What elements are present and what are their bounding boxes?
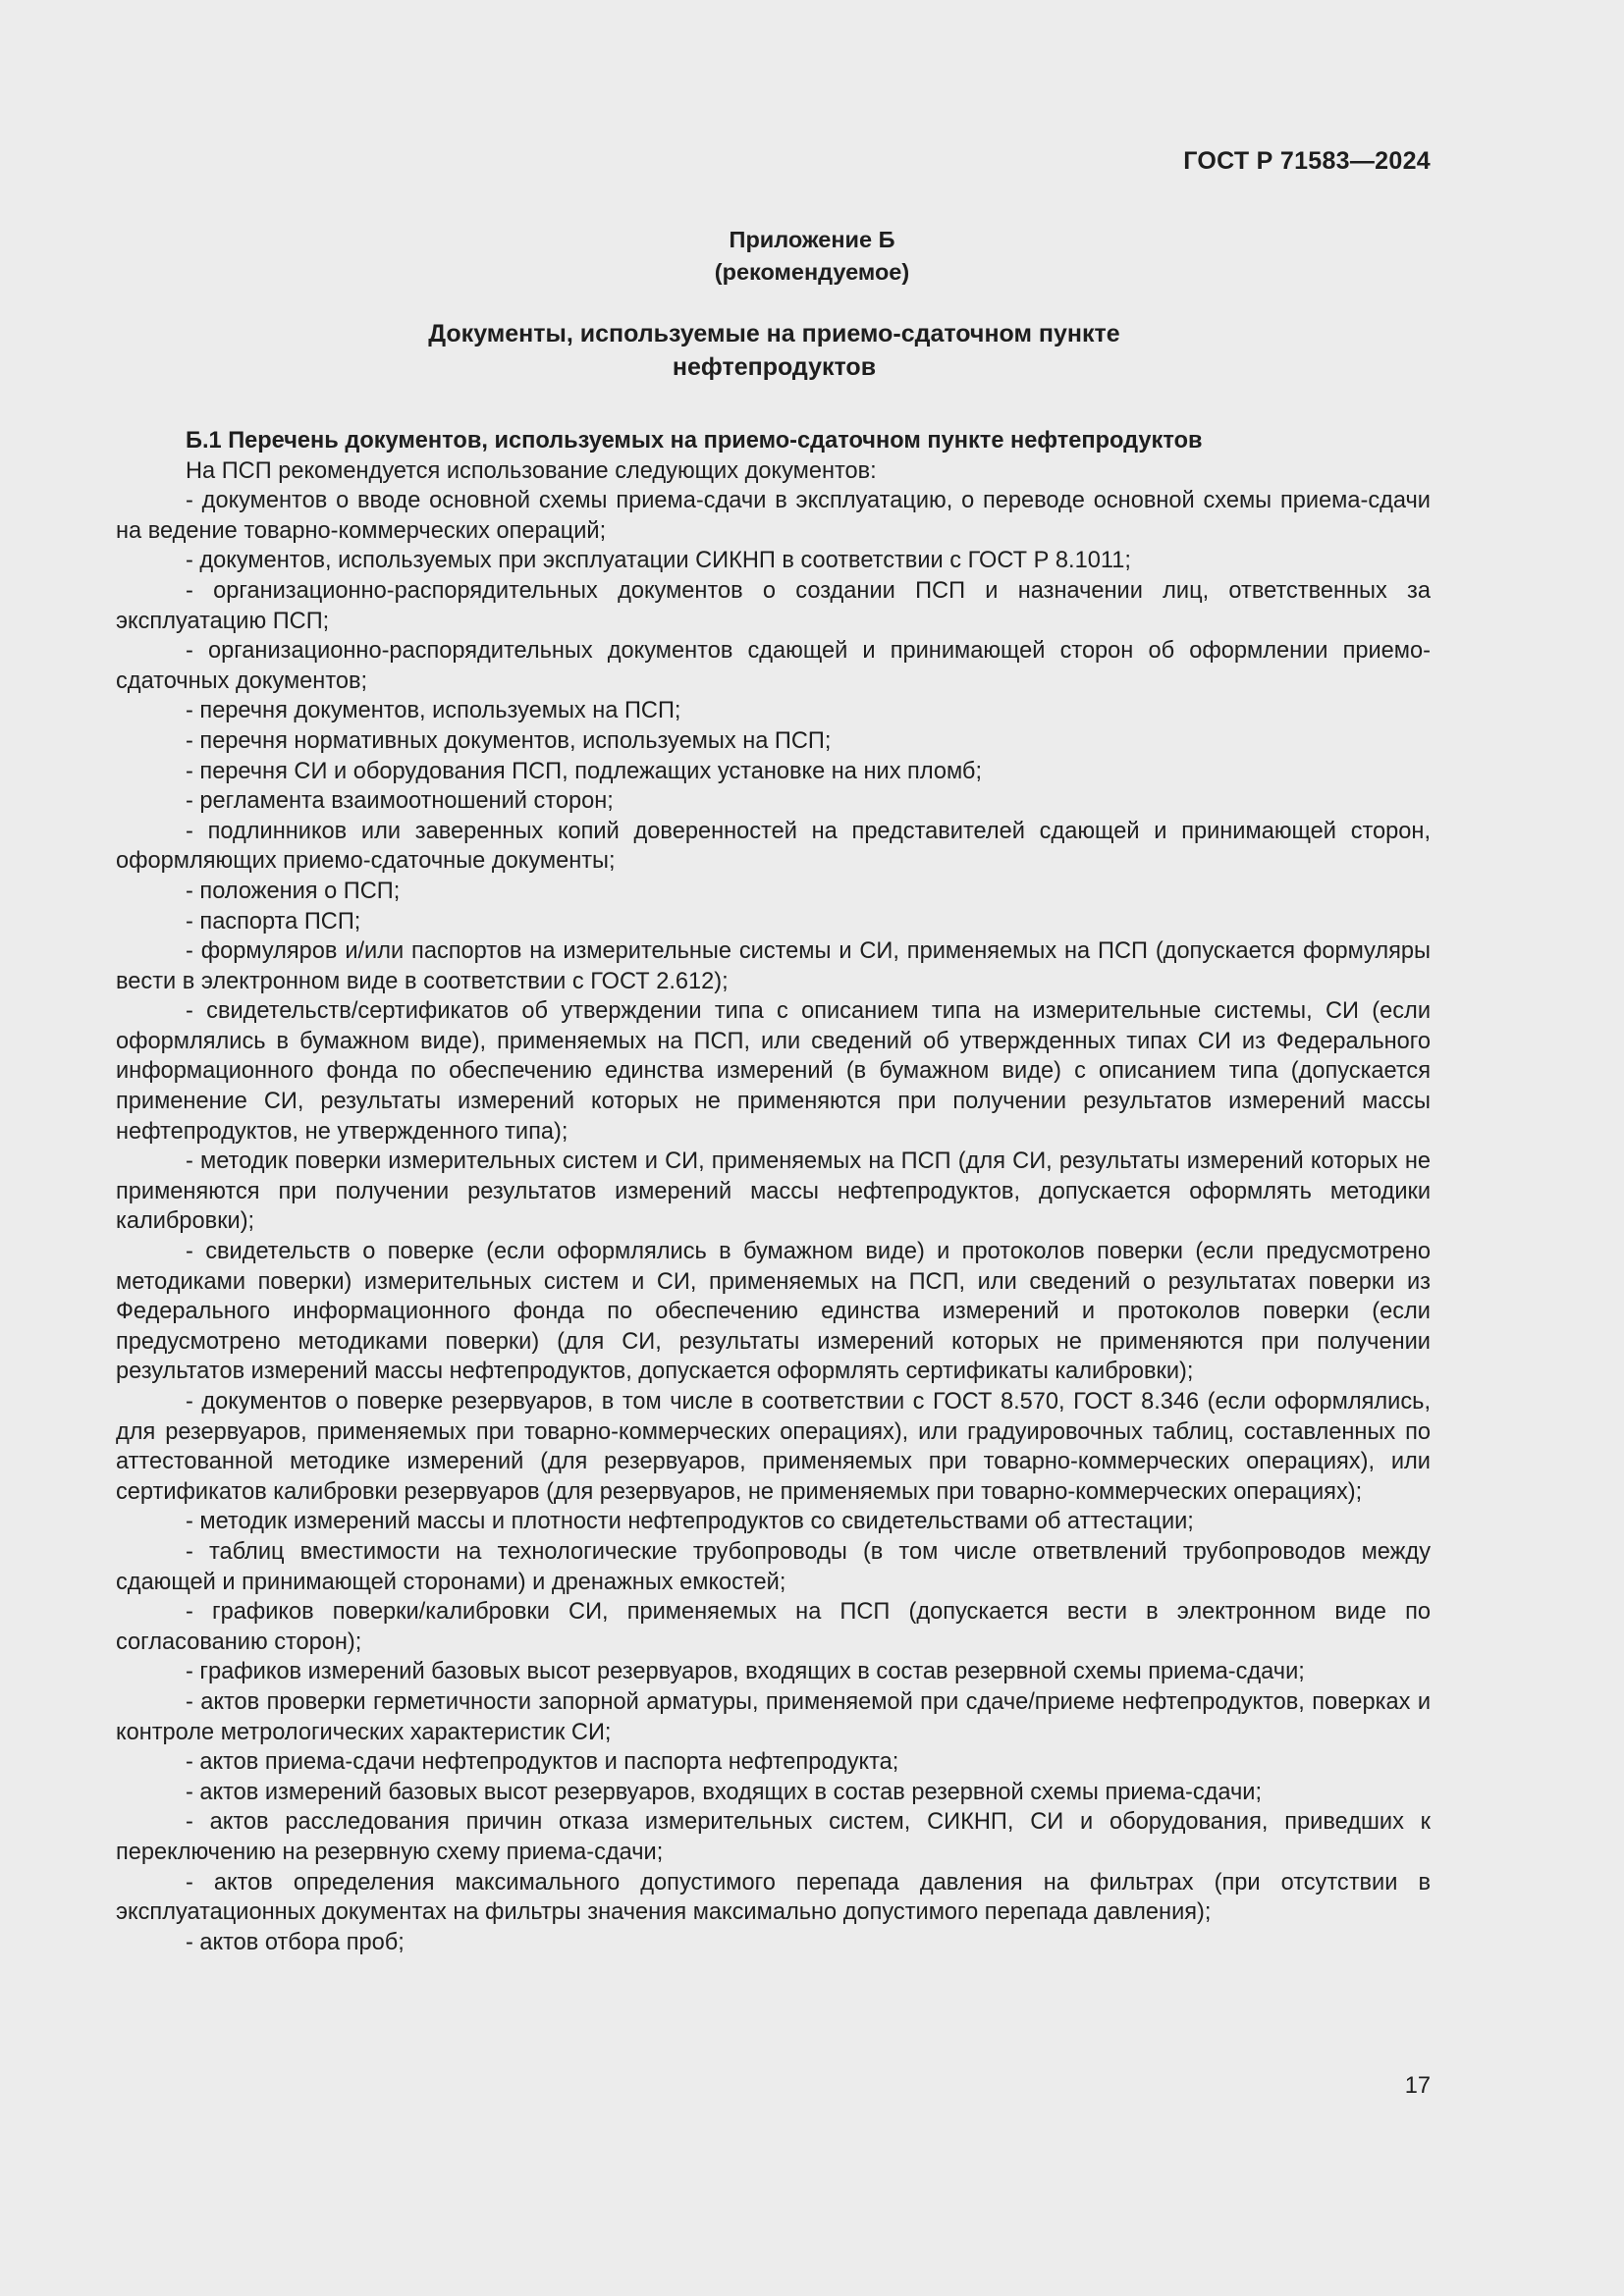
list-item: - документов, используемых при эксплуатации СИКНП в соответствии с ГОСТ Р 8.1011; [186,548,1131,574]
document-code: ГОСТ Р 71583—2024 [1183,147,1431,175]
appendix-status: (рекомендуемое) [714,259,910,285]
list-item: - регламента взаимоотношений сторон; [186,788,614,815]
section-heading: Б.1 Перечень документов, используемых на приемо-сдаточном пункте нефтепродуктов [186,428,1203,454]
list-item: - актов проверки герметичности запорной арматуры, применяемой при сдаче/приеме нефтепродуктов, поверках и контроле метрологических характеристик СИ; [116,1688,1431,1745]
list-item: - организационно-распорядительных документов сдающей и принимающей сторон об оформлении приемо-сдаточных документов; [116,638,1431,694]
appendix-heading [0,224,1624,289]
list-item: - положения о ПСП; [186,878,401,904]
list-item: - таблиц вместимости на технологические трубопроводы (в том числе ответвлений трубопроводов между сдающей и принимающей сторонами) и дренажных емкостей; [116,1538,1431,1595]
list-item: - актов измерений базовых высот резервуаров, входящих в состав резервной схемы приема-сдачи; [186,1779,1263,1805]
appendix-label: Приложение Б [729,227,895,252]
list-item: - свидетельств/сертификатов об утверждении типа с описанием типа на измерительные системы, СИ (если оформлялись в бумажном виде), применяемых на ПСП, или сведений об утвержденных типах СИ из Федерального информационного фонда по обеспечению единства измерений (в бумажном виде) с описанием типа (допускается применение СИ, результаты измерений которых не применяются при получении результатов измерений массы нефтепродуктов, не утвержденного типа); [116,998,1431,1145]
list-item: - актов отбора проб; [186,1929,405,1955]
list-item: - перечня СИ и оборудования ПСП, подлежащих установке на них пломб; [186,758,982,784]
list-item: - актов расследования причин отказа измерительных систем, СИКНП, СИ и оборудования, приведших к переключению на резервную схему приема-сдачи; [116,1809,1431,1865]
list-item: - паспорта ПСП; [186,908,361,934]
list-item: - графиков поверки/калибровки СИ, применяемых на ПСП (допускается вести в электронном виде по согласованию сторон); [116,1599,1431,1655]
list-item: - организационно-распорядительных документов о создании ПСП и назначении лиц, ответственных за эксплуатацию ПСП; [116,577,1431,634]
list-item: - документов о вводе основной схемы приема-сдачи в эксплуатацию, о переводе основной схемы приема-сдачи на ведение товарно-коммерческих операций; [116,488,1431,544]
list-item: - графиков измерений базовых высот резервуаров, входящих в состав резервной схемы приема-сдачи; [186,1659,1305,1685]
list-item: - формуляров и/или паспортов на измерительные системы и СИ, применяемых на ПСП (допускается формуляры вести в электронном виде в соответствии с ГОСТ 2.612); [116,938,1431,994]
appendix-title [0,317,1548,384]
appendix-title-line-2: нефтепродуктов [672,353,877,381]
list-item: - актов определения максимального допустимого перепада давления на фильтрах (при отсутствии в эксплуатационных документах на фильтры значения максимально допустимого перепада давления); [116,1869,1431,1926]
list-item: - перечня документов, используемых на ПСП; [186,698,681,724]
section-body [116,426,1431,1957]
section-intro: На ПСП рекомендуется использование следующих документов: [186,457,877,484]
list-item: - актов приема-сдачи нефтепродуктов и паспорта нефтепродукта; [186,1749,899,1776]
appendix-title-line-1: Документы, используемые на приемо-сдаточном пункте [428,320,1120,347]
list-item: - перечня нормативных документов, используемых на ПСП; [186,727,832,754]
list-item: - подлинников или заверенных копий доверенностей на представителей сдающей и принимающей сторон, оформляющих приемо-сдаточные документы; [116,818,1431,875]
list-item: - документов о поверке резервуаров, в том числе в соответствии с ГОСТ 8.570, ГОСТ 8.346 (если оформлялись, для резервуаров, применяемых при товарно-коммерческих операциях), или градуировочных таблиц, составленных по аттестованной методике измерений (для резервуаров, применяемых при товарно-коммерческих операциях), или сертификатов калибровки резервуаров (для резервуаров, не применяемых при товарно-коммерческих операциях); [116,1389,1431,1505]
list-item: - свидетельств о поверке (если оформлялись в бумажном виде) и протоколов поверки (если предусмотрено методиками поверки) измерительных систем и СИ, применяемых на ПСП, или сведений о результатах поверки из Федерального информационного фонда по обеспечению единства измерений и протоколов поверки (если предусмотрено методиками поверки) (для СИ, результаты измерений которых не применяются при получении результатов измерений массы нефтепродуктов, допускается оформлять сертификаты калибровки); [116,1239,1431,1385]
list-item: - методик поверки измерительных систем и СИ, применяемых на ПСП (для СИ, результаты измерений которых не применяются при получении результатов измерений массы нефтепродуктов, допускается оформлять методики калибровки); [116,1148,1431,1235]
list-item: - методик измерений массы и плотности нефтепродуктов со свидетельствами об аттестации; [186,1509,1194,1535]
page-number: 17 [1404,2073,1431,2099]
